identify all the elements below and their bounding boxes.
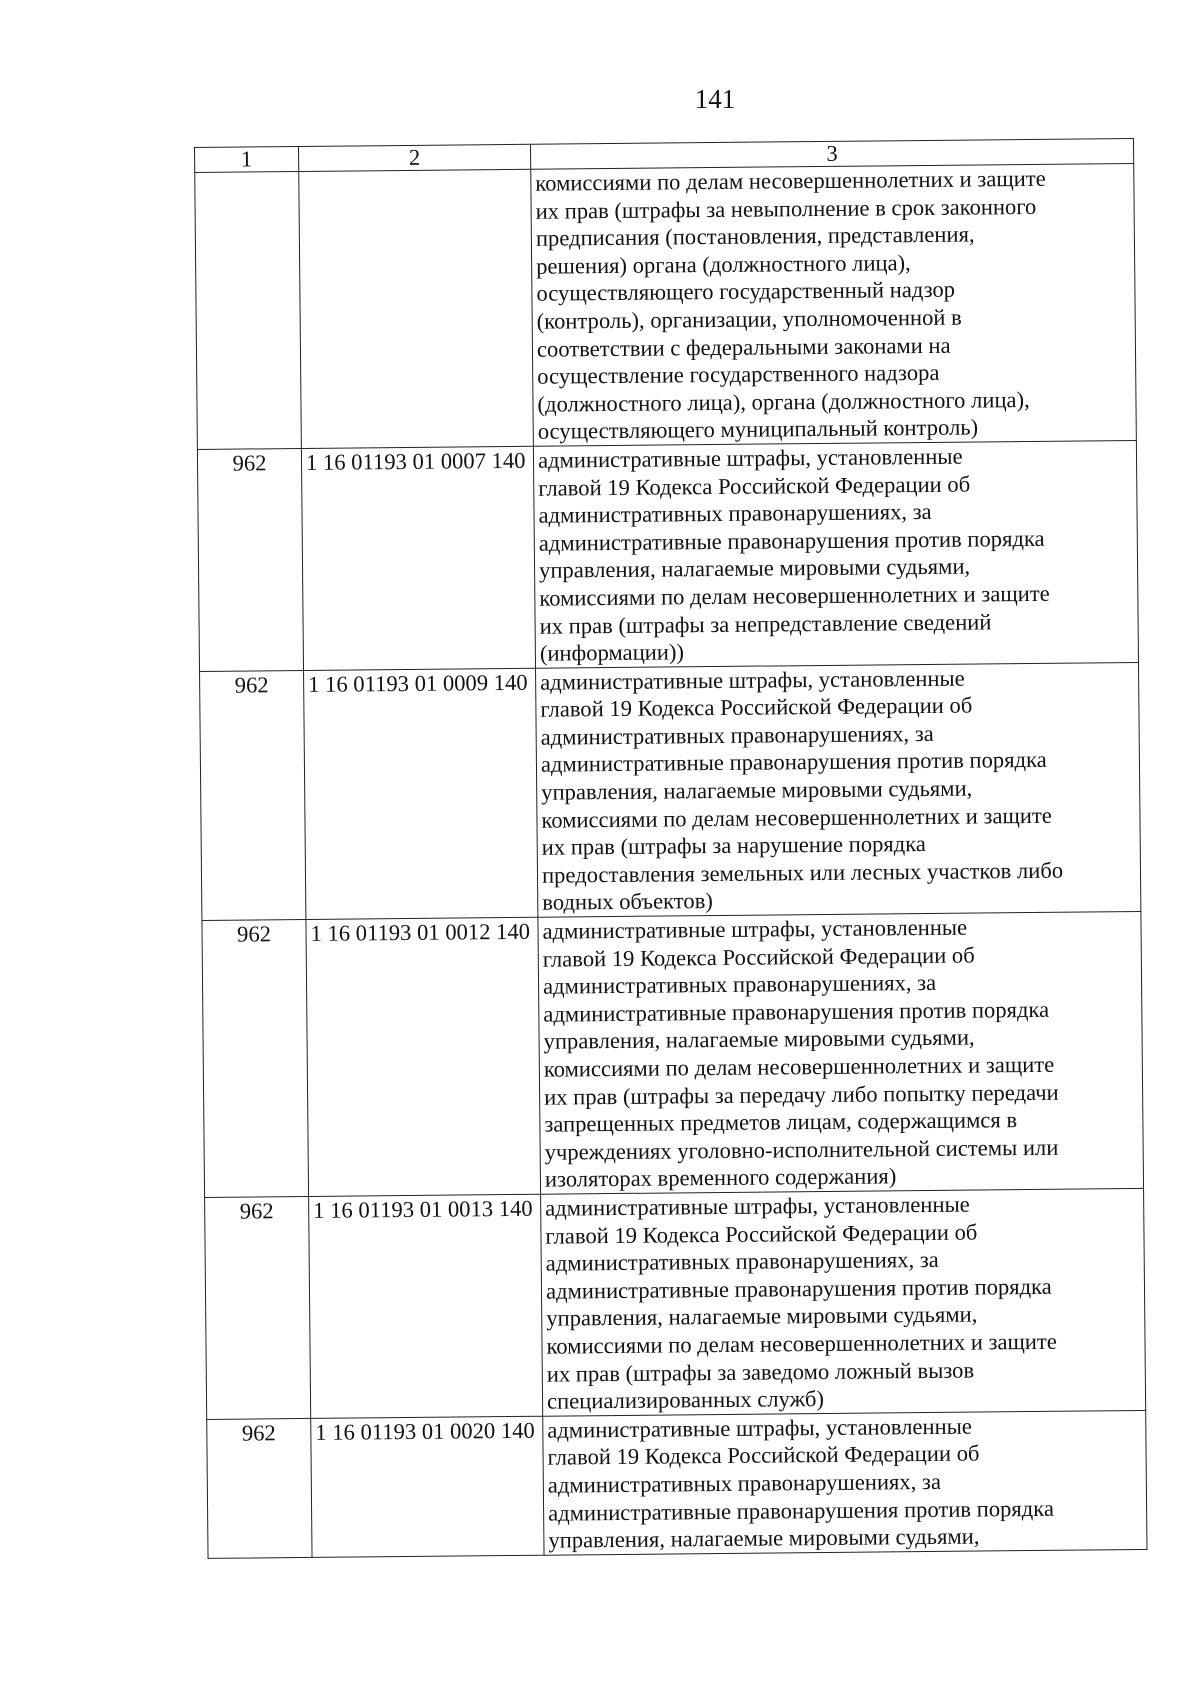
description-line: комиссиями по делам несовершеннолетних и защите [543,1051,1055,1082]
description-line: учреждениях уголовно-исполнительной системы или [544,1134,1059,1165]
description-line: (контроль), организации, уполномоченной в [536,304,962,334]
description-cell [543,1410,1147,1555]
description-line: (должностного лица), органа (должностного лица), [537,386,1030,417]
table-row [197,440,1138,671]
description-line: административные правонарушения против порядка [543,996,1050,1027]
admin-code-cell: 962 [200,670,306,920]
budget-code-cell: 1 16 01193 01 0012 140 [306,917,541,1196]
admin-code-cell: 962 [207,1418,312,1558]
table-row [200,662,1141,920]
table-row [207,1410,1147,1558]
budget-code-cell [299,169,534,448]
budget-code-cell: 1 16 01193 01 0013 140 [309,1194,543,1418]
description-line: административные штрафы, установленные [537,443,963,473]
description-line: комиссиями по делам несовершеннолетних и защите [539,580,1050,611]
description-line: запрещенных предметов лицам, содержащимся в [544,1107,1018,1137]
description-line: осуществляющего муниципальный контроль) [537,414,979,445]
description-line: специализированных служб) [546,1386,825,1414]
budget-code-cell: 1 16 01193 01 0020 140 [311,1416,544,1557]
budget-classification-table [194,138,1148,1559]
description-line: комиссиями по делам несовершеннолетних и защите [541,802,1052,833]
description-line: предоставления земельных или лесных участков либо [541,857,1064,888]
description-line: главой 19 Кодекса Российской Федерации об [540,692,973,722]
description-line: административные правонарушения против порядка [548,1495,1055,1526]
description-line: административные штрафы, установленные [547,1413,972,1443]
table-row [195,163,1137,449]
description-line: административных правонарушениях, за [540,720,934,750]
admin-code-cell: 962 [202,919,309,1197]
description-line: управления, налагаемые мировыми судьями, [546,1301,978,1332]
description-line: комиссиями по делам несовершеннолетних и защите [546,1328,1057,1359]
budget-code-cell: 1 16 01193 01 0009 140 [304,668,538,920]
description-line: соответствии с федеральными законами на [536,332,951,362]
description-line: административные штрафы, установленные [545,1191,970,1221]
description-line: административные штрафы, установленные [540,665,965,695]
column-header-2: 2 [299,144,531,171]
description-line: управления, налагаемые мировыми судьями, [548,1523,980,1553]
description-line: административных правонарушениях, за [547,1468,942,1498]
admin-code-cell [195,171,302,449]
description-line: управления, налагаемые мировыми судьями, [538,553,971,584]
description-line: (информации)) [539,639,685,666]
description-line: предписания (постановления, представления, [535,221,975,251]
column-header-1: 1 [195,146,299,172]
description-line: решения) органа (должностного лица), [536,249,911,279]
admin-code-cell: 962 [205,1196,311,1419]
description-line: управления, налагаемые мировыми судьями, [541,775,973,805]
description-line: главой 19 Кодекса Российской Федерации об [538,471,971,501]
description-cell [538,911,1144,1194]
description-line: их прав (штрафы за невыполнение в срок законного [535,193,1037,224]
table-row [205,1188,1146,1419]
page-number: 141 [694,84,736,114]
description-cell [536,662,1141,917]
description-line: управления, налагаемые мировыми судьями, [543,1024,975,1055]
description-cell [541,1188,1146,1416]
description-line: их прав (штрафы за заведомо ложный вызов [546,1357,975,1387]
table-row [202,911,1144,1197]
description-line: главой 19 Кодекса Российской Федерации об [542,942,975,972]
description-cell [531,163,1137,446]
description-line: административные правонарушения против порядка [538,525,1045,556]
description-line: административных правонарушениях, за [545,1247,939,1276]
description-line: административные штрафы, установленные [542,914,968,944]
description-line: осуществляющего государственный надзор [536,277,956,307]
description-line: их прав (штрафы за непредставление сведений [539,608,992,639]
description-line: водных объектов) [542,888,713,916]
description-line: административных правонарушениях, за [542,970,937,999]
description-line: административные правонарушения против порядка [545,1273,1052,1304]
description-line: их прав (штрафы за нарушение порядка [541,831,927,860]
description-line: административных правонарушениях, за [538,499,932,528]
description-line: осуществление государственного надзора [537,360,940,389]
description-line: главой 19 Кодекса Российской Федерации об [547,1440,980,1470]
admin-code-cell: 962 [197,448,303,671]
description-line: административные правонарушения против порядка [540,747,1047,778]
budget-code-cell: 1 16 01193 01 0007 140 [301,446,535,670]
description-line: комиссиями по делам несовершеннолетних и защите [535,165,1046,196]
description-line: изоляторах временного содержания) [544,1163,897,1193]
description-line: главой 19 Кодекса Российской Федерации об [545,1219,978,1249]
description-cell [533,440,1138,668]
column-header-3: 3 [530,138,1133,169]
table-body [195,163,1147,1558]
description-line: их прав (штрафы за передачу либо попытку передачи [544,1079,1059,1110]
